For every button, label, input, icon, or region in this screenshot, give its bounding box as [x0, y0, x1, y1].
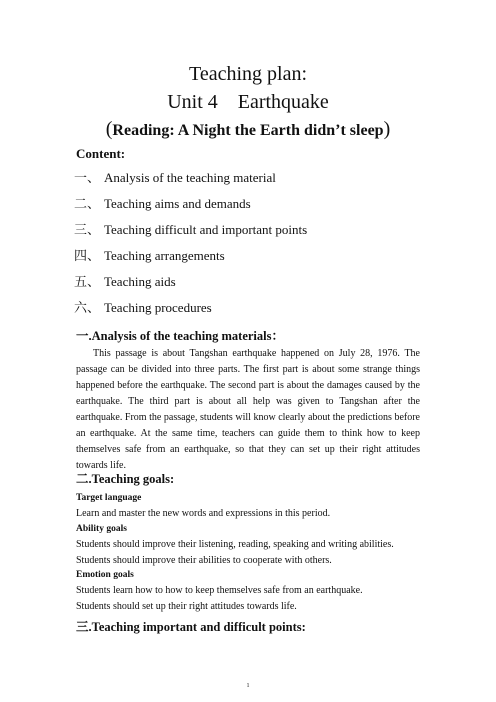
section-heading-points: 三.Teaching important and difficult points:	[76, 620, 306, 634]
contents-item-text: Teaching procedures	[104, 300, 212, 315]
ability-goals-heading: Ability goals	[76, 523, 127, 534]
target-language-heading: Target language	[76, 493, 142, 503]
contents-label: Content:	[76, 146, 126, 161]
emotion-goal-line: Students should set up their right attitudes towards life.	[76, 600, 297, 612]
contents-list	[74, 170, 307, 326]
contents-item	[74, 300, 307, 326]
contents-item-text: Teaching aims and demands	[104, 196, 251, 211]
teaching-goals-block	[76, 491, 394, 614]
contents-item-text: Teaching arrangements	[104, 248, 225, 263]
subtitle-close-paren: )	[383, 118, 391, 140]
contents-item-number: 三、	[74, 222, 101, 237]
contents-item-text: Analysis of the teaching material	[104, 170, 276, 185]
contents-item-text: Teaching aids	[104, 274, 176, 289]
contents-item-number: 五、	[74, 274, 101, 289]
section-heading-analysis: 一.Analysis of the teaching materials：	[76, 329, 284, 343]
contents-item-number: 四、	[74, 248, 101, 263]
section-heading-goals: 二.Teaching goals:	[76, 472, 175, 486]
contents-item	[74, 248, 307, 274]
contents-item	[74, 222, 307, 248]
target-language-line: Learn and master the new words and expressions in this period.	[76, 508, 331, 520]
contents-item-number: 六、	[74, 300, 101, 315]
ability-goal-line: Students should improve their listening, reading, speaking and writing abilities.	[76, 539, 394, 551]
document-title: Teaching plan:	[189, 63, 307, 85]
subtitle-open-paren: (	[105, 118, 113, 140]
contents-item	[74, 274, 307, 300]
contents-item-text: Teaching difficult and important points	[104, 222, 308, 237]
contents-item	[74, 196, 307, 222]
page-number: 1	[246, 683, 250, 689]
subtitle-text: Reading: A Night the Earth didn’t sleep	[112, 122, 384, 139]
lesson-subtitle	[0, 118, 496, 142]
emotion-goals-heading: Emotion goals	[76, 570, 134, 581]
contents-item-number: 一、	[74, 170, 101, 185]
emotion-goal-line: Students learn how to how to keep themselves safe from an earthquake.	[76, 585, 363, 597]
analysis-paragraph: This passage is about Tangshan earthquake happened on July 28, 1976. The passage can be divided into three parts. The first part is about some strange things happened before the earthquake. The second part is about the damages caused by the earthquake. The third part is about all help was given to Tangshan after the earthquake. From the passage, students will know clearly about the predictions before an earthquake. At the same time, teachers can guide them to think how to keep themselves safe from an earthquake, so that they can set up their right attitudes towards life.	[76, 348, 420, 471]
ability-goal-line: Students should improve their abilities to cooperate with others.	[76, 554, 332, 566]
contents-item	[74, 170, 307, 196]
unit-title: Unit 4 Earthquake	[167, 91, 329, 113]
contents-item-number: 二、	[74, 196, 101, 211]
